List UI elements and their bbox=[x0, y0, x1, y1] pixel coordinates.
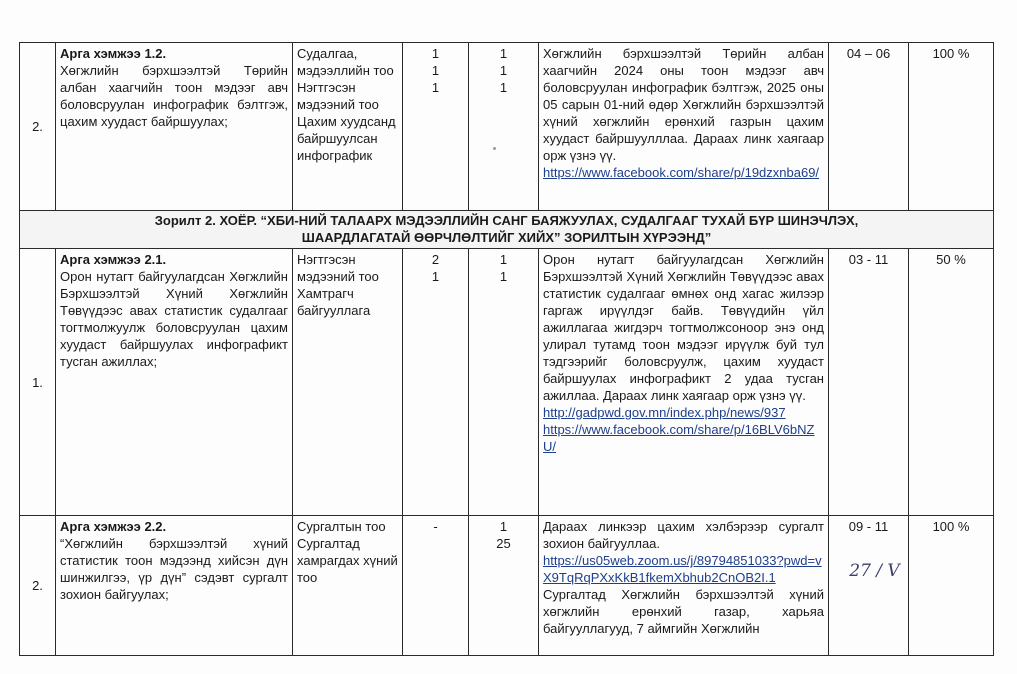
report-link[interactable]: https://us05web.zoom.us/j/89794851033?pwd=vX9TqRqPXxKkB1fkemXbhub2CnOB2I.1 bbox=[543, 553, 822, 585]
indicator-cell: Судалгаа, мэдээллийн тоо Нэгтгэсэн мэдээний тоо Цахим хуудсанд байршуулсан инфографик bbox=[293, 43, 403, 211]
target-value: 1 bbox=[499, 519, 508, 534]
report-text: Дараах линкээр цахим хэлбэрээр сургалт зохион байгууллаа. bbox=[543, 519, 824, 551]
activity-cell bbox=[56, 516, 293, 656]
baseline-value: 2 bbox=[431, 252, 440, 267]
report-table bbox=[19, 42, 994, 656]
table-row bbox=[20, 516, 994, 656]
report-cell bbox=[539, 43, 829, 211]
baseline-cell bbox=[403, 43, 469, 211]
percent-cell: 50 % bbox=[909, 249, 994, 516]
target-value: 25 bbox=[496, 536, 511, 551]
activity-description: Орон нутагт байгуулагдсан Хөгжлийн Бэрхшээлтэй Хүний Хөгжлийн Төвүүдээс авах статистик судалгааг тогтмолжуулж боловсруулан цахим хуудаст байршуулах инфографикт тусган ажиллах; bbox=[60, 269, 288, 369]
target-value: 1 bbox=[499, 252, 508, 267]
report-text-continued: Сургалтад Хөгжлийн бэрхшээлтэй хүний хөгжлийн ерөнхий газар, харьяа байгууллагууд, 7 аймгийн Хөгжлийн bbox=[543, 587, 824, 636]
goal-row bbox=[20, 211, 994, 249]
handwritten-date: 27 / V bbox=[849, 561, 900, 581]
activity-description: “Хөгжлийн бэрхшээлтэй хүний статистик тоон мэдээнд хийсэн дүн шинжилгээ, үр дүн” сэдэвт сургалт зохион байгуулах; bbox=[60, 536, 288, 602]
target-value: 1 bbox=[499, 269, 508, 284]
percent-cell: 100 % bbox=[909, 43, 994, 211]
report-link[interactable]: https://www.facebook.com/share/p/19dzxnba69/ bbox=[543, 165, 820, 180]
target-cell bbox=[469, 249, 539, 516]
activity-cell bbox=[56, 43, 293, 211]
report-cell bbox=[539, 516, 829, 656]
row-number: 1. bbox=[20, 249, 56, 516]
row-number: 2. bbox=[20, 516, 56, 656]
percent-cell: 100 % bbox=[909, 516, 994, 656]
months-cell: 03 - 11 bbox=[829, 249, 909, 516]
activity-title: Арга хэмжээ 2.2. bbox=[60, 519, 167, 534]
activity-title: Арга хэмжээ 1.2. bbox=[60, 46, 167, 61]
scan-speck bbox=[493, 147, 496, 150]
baseline-value: 1 bbox=[431, 269, 440, 284]
months-value: 09 - 11 bbox=[848, 519, 889, 534]
months-cell: 04 – 06 bbox=[829, 43, 909, 211]
goal-line-1: Зорилт 2. ХОЁР. “ХБИ-НИЙ ТАЛААРХ МЭДЭЭЛЛИЙН САНГ БАЯЖУУЛАХ, СУДАЛГААГ ТУХАЙ БҮР ШИНЭЧЛЭХ, bbox=[154, 213, 859, 228]
baseline-value: 1 bbox=[431, 80, 440, 95]
baseline-cell bbox=[403, 249, 469, 516]
target-cell bbox=[469, 516, 539, 656]
table-row bbox=[20, 249, 994, 516]
report-link[interactable]: http://gadpwd.gov.mn/index.php/news/937 bbox=[543, 405, 786, 420]
target-cell bbox=[469, 43, 539, 211]
target-value: 1 bbox=[499, 63, 508, 78]
report-cell bbox=[539, 249, 829, 516]
target-value: 1 bbox=[499, 80, 508, 95]
indicator-cell: Сургалтын тоо Сургалтад хамрагдах хүний тоо bbox=[293, 516, 403, 656]
activity-cell bbox=[56, 249, 293, 516]
indicator-cell: Нэгтгэсэн мэдээний тоо Хамтрагч байгууллага bbox=[293, 249, 403, 516]
activity-title: Арга хэмжээ 2.1. bbox=[60, 252, 167, 267]
baseline-cell bbox=[403, 516, 469, 656]
report-text: Хөгжлийн бэрхшээлтэй Төрийн албан хаагчийн 2024 оны тоон мэдээг авч боловсруулан инфографик бэлтгэж, 2025 оны 05 сарын 01-ний өдөр Хөгжлийн бэрхшээлтэй хүний хөгжлийн ерөнхий газрын цахим хуудаст байршуулллаа. Дараах линк хаягаар орж үзнэ үү. bbox=[543, 46, 824, 163]
report-link[interactable]: https://www.facebook.com/share/p/16BLV6bNZU/ bbox=[543, 422, 815, 454]
baseline-value: - bbox=[433, 519, 438, 534]
baseline-value: 1 bbox=[431, 46, 440, 61]
goal-line-2: ШААРДЛАГАТАЙ ӨӨРЧЛӨЛТИЙГ ХИЙХ” ЗОРИЛТЫН ХҮРЭЭНД” bbox=[301, 230, 712, 245]
row-number: 2. bbox=[20, 43, 56, 211]
activity-description: Хөгжлийн бэрхшээлтэй Төрийн албан хаагчийн тоон мэдээг авч боловсруулан инфографик бэлтгэж, цахим хуудаст байршуулах; bbox=[60, 63, 288, 129]
baseline-value: 1 bbox=[431, 63, 440, 78]
table-row bbox=[20, 43, 994, 211]
report-text: Орон нутагт байгуулагдсан Хөгжлийн Бэрхшээлтэй Хүний Хөгжлийн Төвүүдээс авах статистик судалгааг өмнөх онд хагас жилээр гаргаж ирүүлдэг байв. Төвүүдийн үйл ажиллагаа жигдэрч тогтмолжсоноор энэ онд улирал тутамд тоон мэдээг ирүүлж буй тул тэдгээрийг боловсруулж, цахим хуудаст байршуулах инфографикт 2 удаа тусган ажиллаа. Дараах линк хаягаар орж үзнэ үү. bbox=[543, 252, 824, 403]
goal-heading bbox=[20, 211, 994, 249]
target-value: 1 bbox=[499, 46, 508, 61]
months-cell bbox=[829, 516, 909, 656]
